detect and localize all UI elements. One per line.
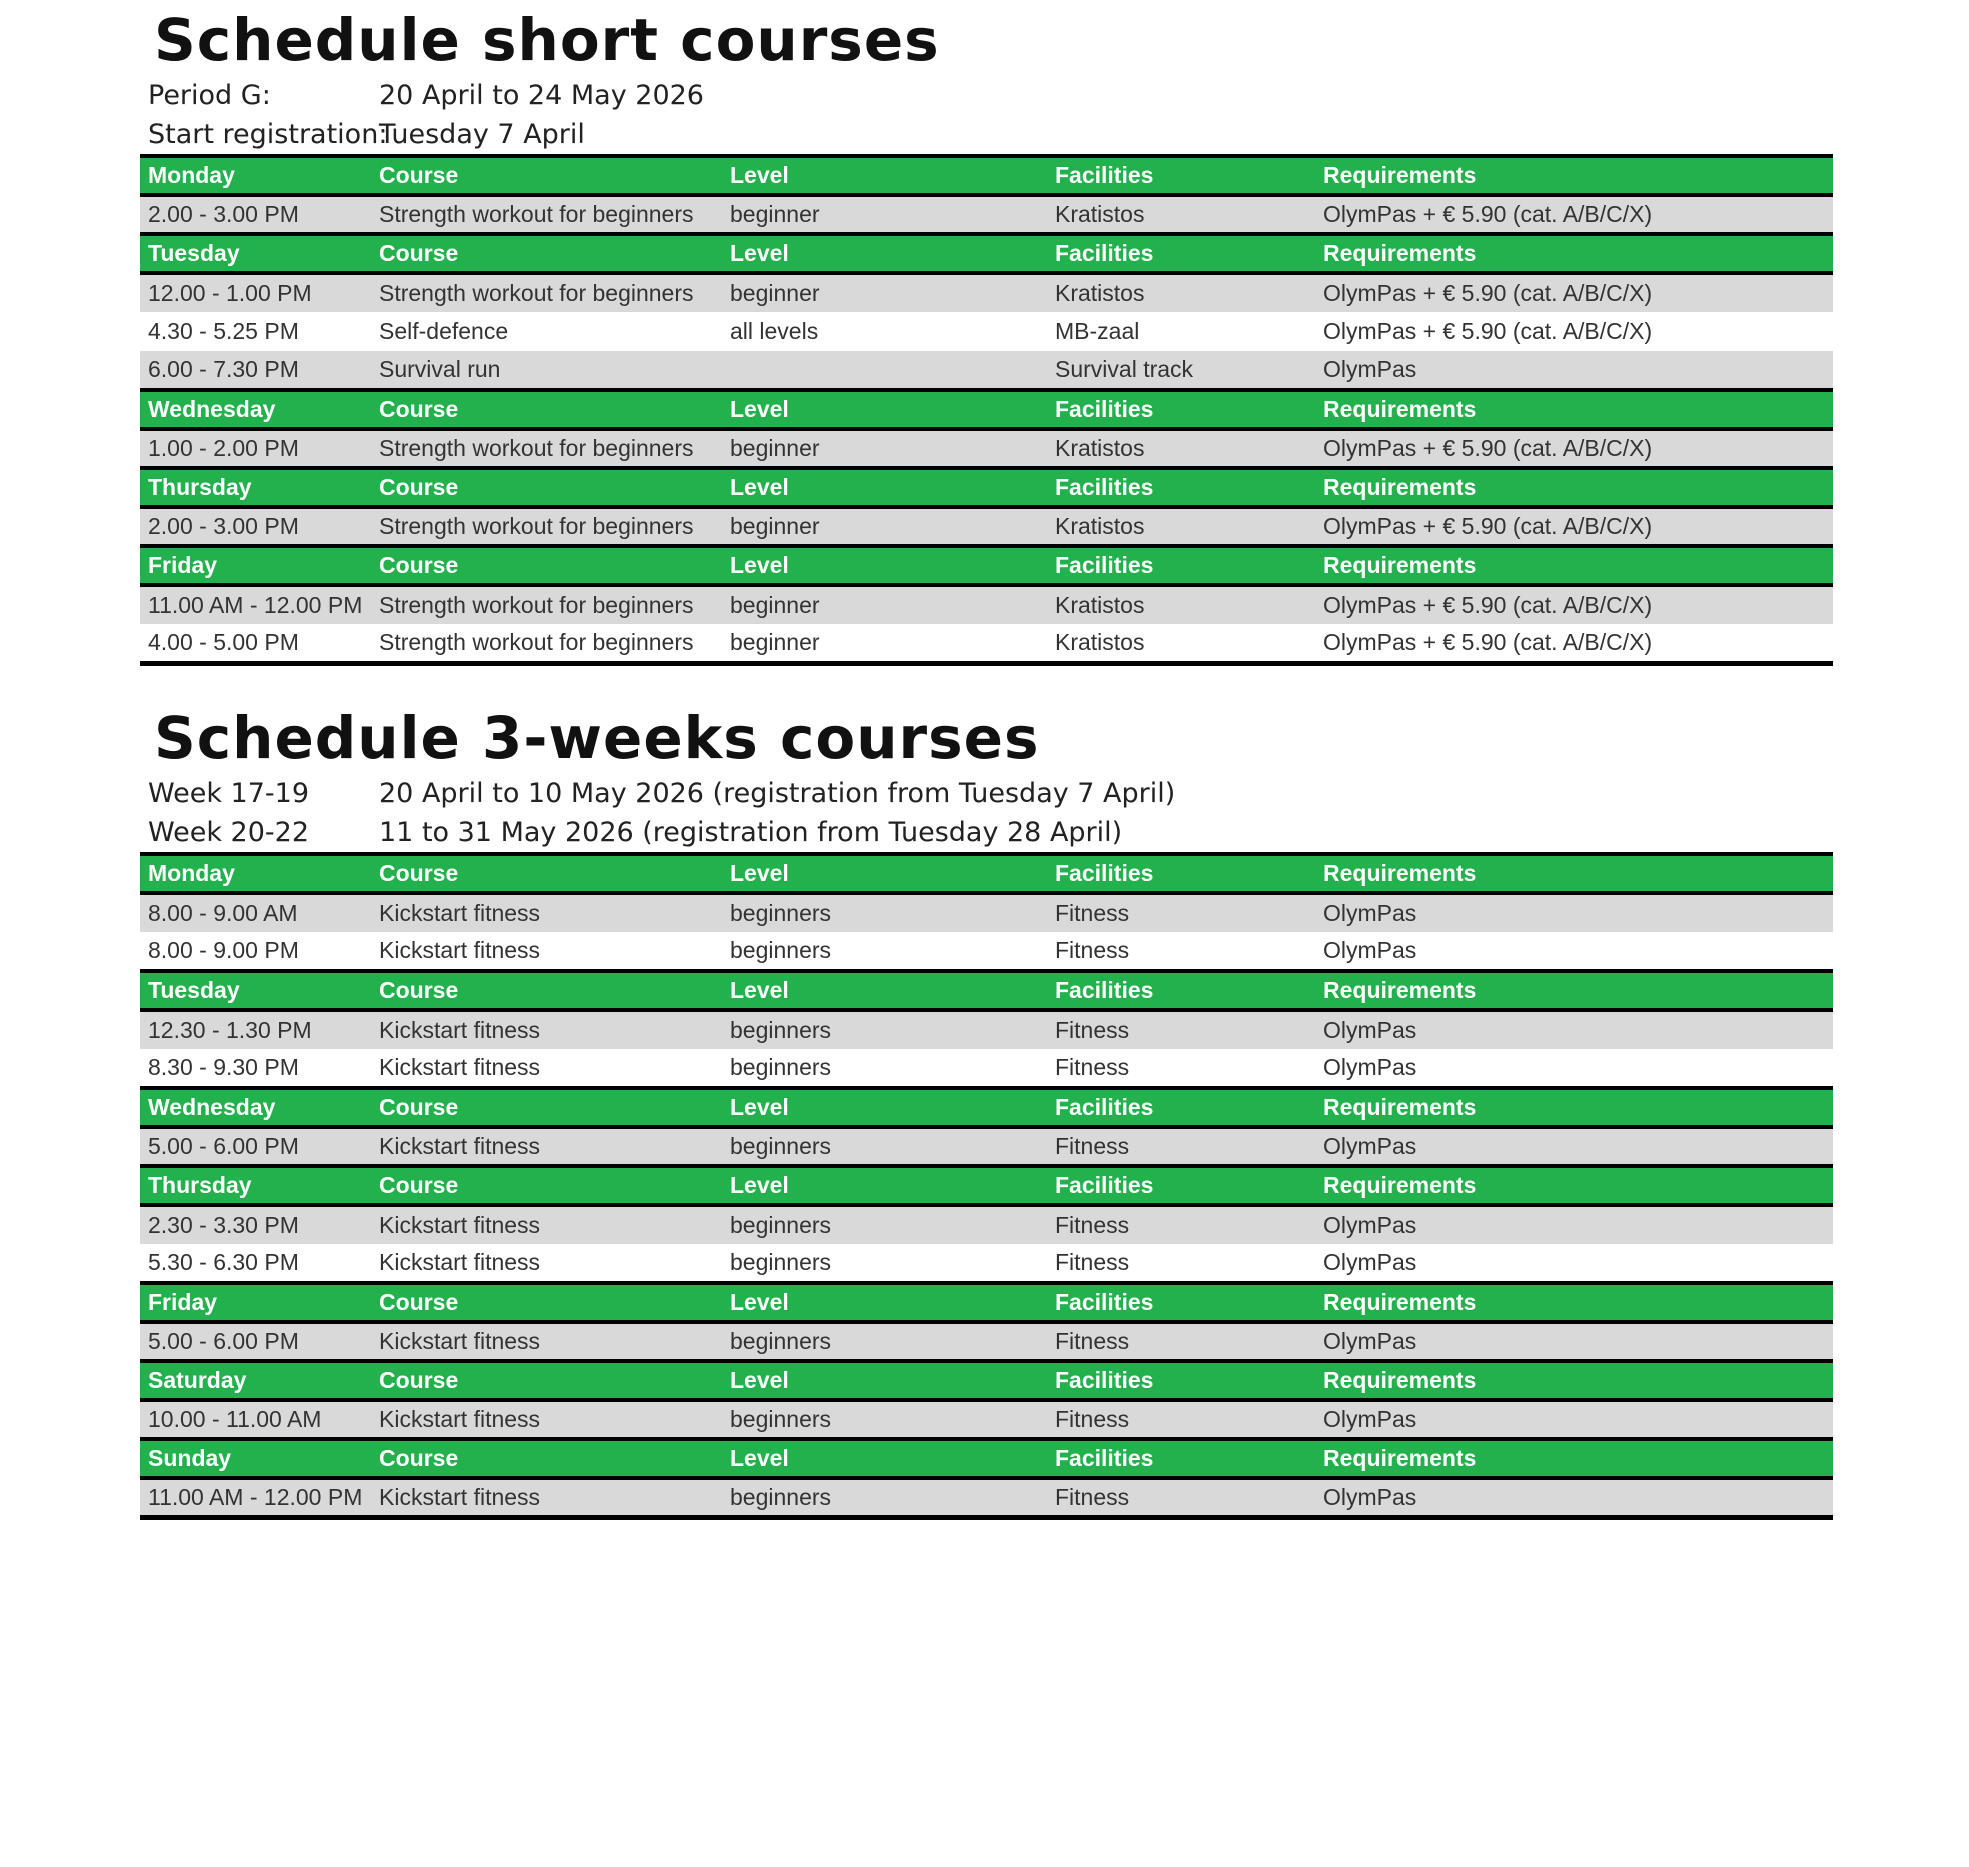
day-header-row (140, 468, 1833, 507)
table-row (140, 1049, 1833, 1088)
requirements-cell: OlymPas (1315, 351, 1833, 390)
column-header: Course (371, 1439, 722, 1478)
day-header-row (140, 1166, 1833, 1205)
course-cell: Self-defence (371, 312, 722, 351)
level-cell: beginner (722, 507, 1047, 546)
column-header: Level (722, 156, 1047, 195)
meta-label: Period G: (148, 80, 271, 111)
level-cell: beginner (722, 273, 1047, 312)
course-cell: Kickstart fitness (371, 1205, 722, 1244)
column-header: Course (371, 854, 722, 893)
column-header: Course (371, 234, 722, 273)
table-row (140, 195, 1833, 234)
meta-line (140, 813, 1833, 852)
facilities-cell: Fitness (1047, 1127, 1315, 1166)
column-header: Level (722, 854, 1047, 893)
course-cell: Kickstart fitness (371, 1400, 722, 1439)
level-cell: beginner (722, 195, 1047, 234)
facilities-cell: Fitness (1047, 1010, 1315, 1049)
column-header: Level (722, 468, 1047, 507)
table-row (140, 273, 1833, 312)
meta-line (140, 774, 1833, 813)
column-header: Facilities (1047, 156, 1315, 195)
day-label: Monday (140, 854, 371, 893)
course-cell: Strength workout for beginners (371, 429, 722, 468)
facilities-cell: Fitness (1047, 1322, 1315, 1361)
facilities-cell: Fitness (1047, 1049, 1315, 1088)
column-header: Course (371, 1088, 722, 1127)
column-header: Level (722, 971, 1047, 1010)
column-header: Requirements (1315, 1283, 1833, 1322)
course-cell: Kickstart fitness (371, 932, 722, 971)
day-label: Thursday (140, 468, 371, 507)
requirements-cell: OlymPas + € 5.90 (cat. A/B/C/X) (1315, 429, 1833, 468)
column-header: Level (722, 546, 1047, 585)
facilities-cell: Fitness (1047, 893, 1315, 932)
column-header: Facilities (1047, 971, 1315, 1010)
requirements-cell: OlymPas (1315, 1205, 1833, 1244)
time-cell: 4.00 - 5.00 PM (140, 624, 371, 663)
requirements-cell: OlymPas + € 5.90 (cat. A/B/C/X) (1315, 507, 1833, 546)
day-header-row (140, 390, 1833, 429)
level-cell: beginner (722, 429, 1047, 468)
column-header: Level (722, 390, 1047, 429)
table-row (140, 1244, 1833, 1283)
three-weeks-courses-table (140, 852, 1833, 1520)
meta-label: Start registration: (148, 119, 388, 150)
time-cell: 11.00 AM - 12.00 PM (140, 1478, 371, 1517)
course-cell: Strength workout for beginners (371, 195, 722, 234)
column-header: Level (722, 1361, 1047, 1400)
day-label: Saturday (140, 1361, 371, 1400)
meta-value: 20 April to 24 May 2026 (379, 80, 704, 111)
time-cell: 8.00 - 9.00 AM (140, 893, 371, 932)
requirements-cell: OlymPas (1315, 932, 1833, 971)
column-header: Facilities (1047, 1283, 1315, 1322)
column-header: Requirements (1315, 234, 1833, 273)
facilities-cell: Kratistos (1047, 195, 1315, 234)
course-cell: Strength workout for beginners (371, 273, 722, 312)
course-cell: Kickstart fitness (371, 1049, 722, 1088)
meta-line (140, 76, 1833, 115)
day-header-row (140, 546, 1833, 585)
table-row (140, 893, 1833, 932)
day-header-row (140, 1088, 1833, 1127)
course-cell: Kickstart fitness (371, 1322, 722, 1361)
column-header: Facilities (1047, 468, 1315, 507)
time-cell: 8.30 - 9.30 PM (140, 1049, 371, 1088)
column-header: Level (722, 1439, 1047, 1478)
time-cell: 12.00 - 1.00 PM (140, 273, 371, 312)
time-cell: 5.00 - 6.00 PM (140, 1127, 371, 1166)
column-header: Course (371, 546, 722, 585)
day-header-row (140, 854, 1833, 893)
requirements-cell: OlymPas (1315, 1010, 1833, 1049)
column-header: Facilities (1047, 1166, 1315, 1205)
facilities-cell: Fitness (1047, 932, 1315, 971)
three-weeks-courses-section (140, 702, 1833, 1520)
level-cell: beginners (722, 1244, 1047, 1283)
column-header: Facilities (1047, 1361, 1315, 1400)
facilities-cell: Fitness (1047, 1205, 1315, 1244)
day-label: Sunday (140, 1439, 371, 1478)
meta-value: 20 April to 10 May 2026 (registration from Tuesday 7 April) (379, 778, 1176, 809)
day-label: Monday (140, 156, 371, 195)
column-header: Level (722, 1166, 1047, 1205)
time-cell: 12.30 - 1.30 PM (140, 1010, 371, 1049)
time-cell: 2.30 - 3.30 PM (140, 1205, 371, 1244)
facilities-cell: Fitness (1047, 1478, 1315, 1517)
facilities-cell: Kratistos (1047, 585, 1315, 624)
level-cell (722, 351, 1047, 390)
column-header: Facilities (1047, 854, 1315, 893)
column-header: Requirements (1315, 854, 1833, 893)
column-header: Requirements (1315, 468, 1833, 507)
level-cell: beginners (722, 1049, 1047, 1088)
column-header: Course (371, 468, 722, 507)
day-label: Thursday (140, 1166, 371, 1205)
course-cell: Strength workout for beginners (371, 624, 722, 663)
time-cell: 10.00 - 11.00 AM (140, 1400, 371, 1439)
facilities-cell: Kratistos (1047, 624, 1315, 663)
requirements-cell: OlymPas + € 5.90 (cat. A/B/C/X) (1315, 195, 1833, 234)
day-label: Friday (140, 1283, 371, 1322)
table-row (140, 1478, 1833, 1517)
column-header: Course (371, 1283, 722, 1322)
column-header: Facilities (1047, 546, 1315, 585)
level-cell: beginners (722, 893, 1047, 932)
column-header: Course (371, 390, 722, 429)
requirements-cell: OlymPas (1315, 1322, 1833, 1361)
facilities-cell: Kratistos (1047, 507, 1315, 546)
day-header-row (140, 156, 1833, 195)
level-cell: beginners (722, 1322, 1047, 1361)
requirements-cell: OlymPas + € 5.90 (cat. A/B/C/X) (1315, 273, 1833, 312)
level-cell: beginner (722, 624, 1047, 663)
table-row (140, 507, 1833, 546)
meta-line (140, 115, 1833, 154)
level-cell: beginners (722, 1127, 1047, 1166)
day-header-row (140, 234, 1833, 273)
column-header: Requirements (1315, 390, 1833, 429)
three-weeks-courses-title: Schedule 3-weeks courses (154, 704, 1040, 772)
short-courses-section (140, 4, 1833, 666)
column-header: Requirements (1315, 971, 1833, 1010)
column-header: Level (722, 1283, 1047, 1322)
column-header: Requirements (1315, 1361, 1833, 1400)
day-label: Wednesday (140, 1088, 371, 1127)
day-label: Tuesday (140, 234, 371, 273)
course-cell: Kickstart fitness (371, 893, 722, 932)
day-header-row (140, 1283, 1833, 1322)
level-cell: beginner (722, 585, 1047, 624)
day-label: Wednesday (140, 390, 371, 429)
table-row (140, 585, 1833, 624)
column-header: Requirements (1315, 1088, 1833, 1127)
column-header: Requirements (1315, 1439, 1833, 1478)
column-header: Requirements (1315, 546, 1833, 585)
table-row (140, 1322, 1833, 1361)
column-header: Facilities (1047, 1088, 1315, 1127)
requirements-cell: OlymPas (1315, 1049, 1833, 1088)
column-header: Requirements (1315, 156, 1833, 195)
table-row (140, 932, 1833, 971)
table-row (140, 624, 1833, 663)
time-cell: 2.00 - 3.00 PM (140, 195, 371, 234)
column-header: Level (722, 1088, 1047, 1127)
table-row (140, 1010, 1833, 1049)
facilities-cell: Kratistos (1047, 273, 1315, 312)
level-cell: beginners (722, 1478, 1047, 1517)
short-courses-meta (140, 76, 1833, 154)
time-cell: 6.00 - 7.30 PM (140, 351, 371, 390)
requirements-cell: OlymPas (1315, 1400, 1833, 1439)
table-row (140, 1400, 1833, 1439)
course-cell: Strength workout for beginners (371, 507, 722, 546)
requirements-cell: OlymPas + € 5.90 (cat. A/B/C/X) (1315, 585, 1833, 624)
level-cell: all levels (722, 312, 1047, 351)
course-cell: Kickstart fitness (371, 1478, 722, 1517)
column-header: Course (371, 971, 722, 1010)
course-cell: Kickstart fitness (371, 1127, 722, 1166)
requirements-cell: OlymPas (1315, 1127, 1833, 1166)
short-courses-table (140, 154, 1833, 666)
column-header: Course (371, 156, 722, 195)
time-cell: 1.00 - 2.00 PM (140, 429, 371, 468)
day-label: Tuesday (140, 971, 371, 1010)
time-cell: 4.30 - 5.25 PM (140, 312, 371, 351)
requirements-cell: OlymPas + € 5.90 (cat. A/B/C/X) (1315, 624, 1833, 663)
requirements-cell: OlymPas (1315, 1244, 1833, 1283)
day-header-row (140, 1361, 1833, 1400)
column-header: Requirements (1315, 1166, 1833, 1205)
course-cell: Survival run (371, 351, 722, 390)
facilities-cell: Survival track (1047, 351, 1315, 390)
level-cell: beginners (722, 932, 1047, 971)
column-header: Facilities (1047, 1439, 1315, 1478)
time-cell: 5.00 - 6.00 PM (140, 1322, 371, 1361)
table-row (140, 1205, 1833, 1244)
level-cell: beginners (722, 1400, 1047, 1439)
facilities-cell: Fitness (1047, 1400, 1315, 1439)
table-row (140, 1127, 1833, 1166)
facilities-cell: MB-zaal (1047, 312, 1315, 351)
day-header-row (140, 971, 1833, 1010)
day-label: Friday (140, 546, 371, 585)
meta-value: Tuesday 7 April (379, 119, 585, 150)
time-cell: 8.00 - 9.00 PM (140, 932, 371, 971)
meta-value: 11 to 31 May 2026 (registration from Tuesday 28 April) (379, 817, 1123, 848)
requirements-cell: OlymPas + € 5.90 (cat. A/B/C/X) (1315, 312, 1833, 351)
column-header: Facilities (1047, 390, 1315, 429)
facilities-cell: Kratistos (1047, 429, 1315, 468)
table-row (140, 429, 1833, 468)
table-row (140, 312, 1833, 351)
column-header: Course (371, 1361, 722, 1400)
requirements-cell: OlymPas (1315, 1478, 1833, 1517)
time-cell: 2.00 - 3.00 PM (140, 507, 371, 546)
table-row (140, 351, 1833, 390)
time-cell: 5.30 - 6.30 PM (140, 1244, 371, 1283)
column-header: Course (371, 1166, 722, 1205)
course-cell: Kickstart fitness (371, 1010, 722, 1049)
short-courses-title: Schedule short courses (154, 6, 940, 74)
level-cell: beginners (722, 1010, 1047, 1049)
day-header-row (140, 1439, 1833, 1478)
requirements-cell: OlymPas (1315, 893, 1833, 932)
time-cell: 11.00 AM - 12.00 PM (140, 585, 371, 624)
course-cell: Kickstart fitness (371, 1244, 722, 1283)
meta-label: Week 20-22 (148, 817, 310, 848)
column-header: Facilities (1047, 234, 1315, 273)
facilities-cell: Fitness (1047, 1244, 1315, 1283)
three-weeks-courses-meta (140, 774, 1833, 852)
column-header: Level (722, 234, 1047, 273)
meta-label: Week 17-19 (148, 778, 310, 809)
course-cell: Strength workout for beginners (371, 585, 722, 624)
level-cell: beginners (722, 1205, 1047, 1244)
